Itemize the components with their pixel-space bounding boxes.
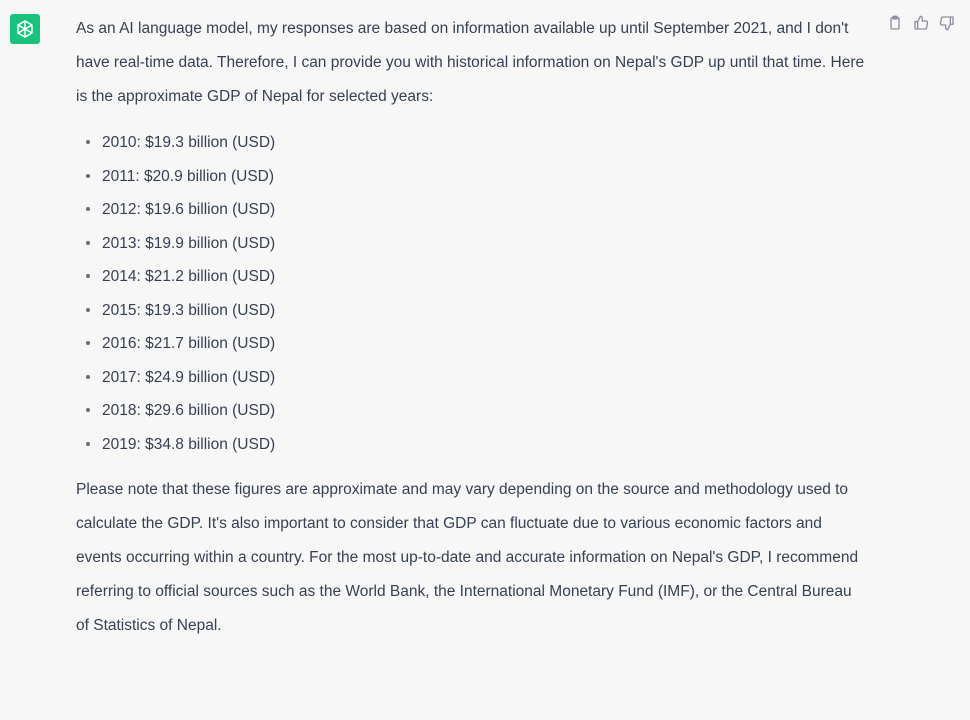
list-item: 2017: $24.9 billion (USD) <box>76 361 866 395</box>
assistant-avatar <box>10 14 40 44</box>
list-item: 2015: $19.3 billion (USD) <box>76 294 866 328</box>
copy-button[interactable] <box>886 14 904 32</box>
thumbs-down-icon <box>939 15 955 31</box>
intro-paragraph: As an AI language model, my responses are based on information available up until September 2021, and I don't have real-time data. Therefore, I can provide you with historical information on Nepal's GDP up until that time. Here is the approximate GDP of Nepal for selected years: <box>76 20 865 105</box>
list-item: 2012: $19.6 billion (USD) <box>76 193 866 227</box>
thumbs-up-icon <box>913 15 929 31</box>
thumbs-down-button[interactable] <box>938 14 956 32</box>
list-item: 2019: $34.8 billion (USD) <box>76 428 866 462</box>
message-content <box>76 12 866 643</box>
openai-logo-icon <box>14 18 36 40</box>
list-item: 2013: $19.9 billion (USD) <box>76 227 866 261</box>
message-actions <box>886 14 956 32</box>
clipboard-icon <box>887 15 903 31</box>
thumbs-up-button[interactable] <box>912 14 930 32</box>
list-item: 2016: $21.7 billion (USD) <box>76 327 866 361</box>
gdp-list <box>76 126 866 461</box>
list-item: 2011: $20.9 billion (USD) <box>76 160 866 194</box>
list-item: 2010: $19.3 billion (USD) <box>76 126 866 160</box>
list-item: 2018: $29.6 billion (USD) <box>76 394 866 428</box>
outro-paragraph: Please note that these figures are approximate and may vary depending on the source and methodology used to calculate the GDP. It's also important to consider that GDP can fluctuate due to various economic factors and events occurring within a country. For the most up-to-date and accurate information on Nepal's GDP, I recommend referring to official sources such as the World Bank, the International Monetary Fund (IMF), or the Central Bureau of Statistics of Nepal. <box>76 481 859 634</box>
list-item: 2014: $21.2 billion (USD) <box>76 260 866 294</box>
